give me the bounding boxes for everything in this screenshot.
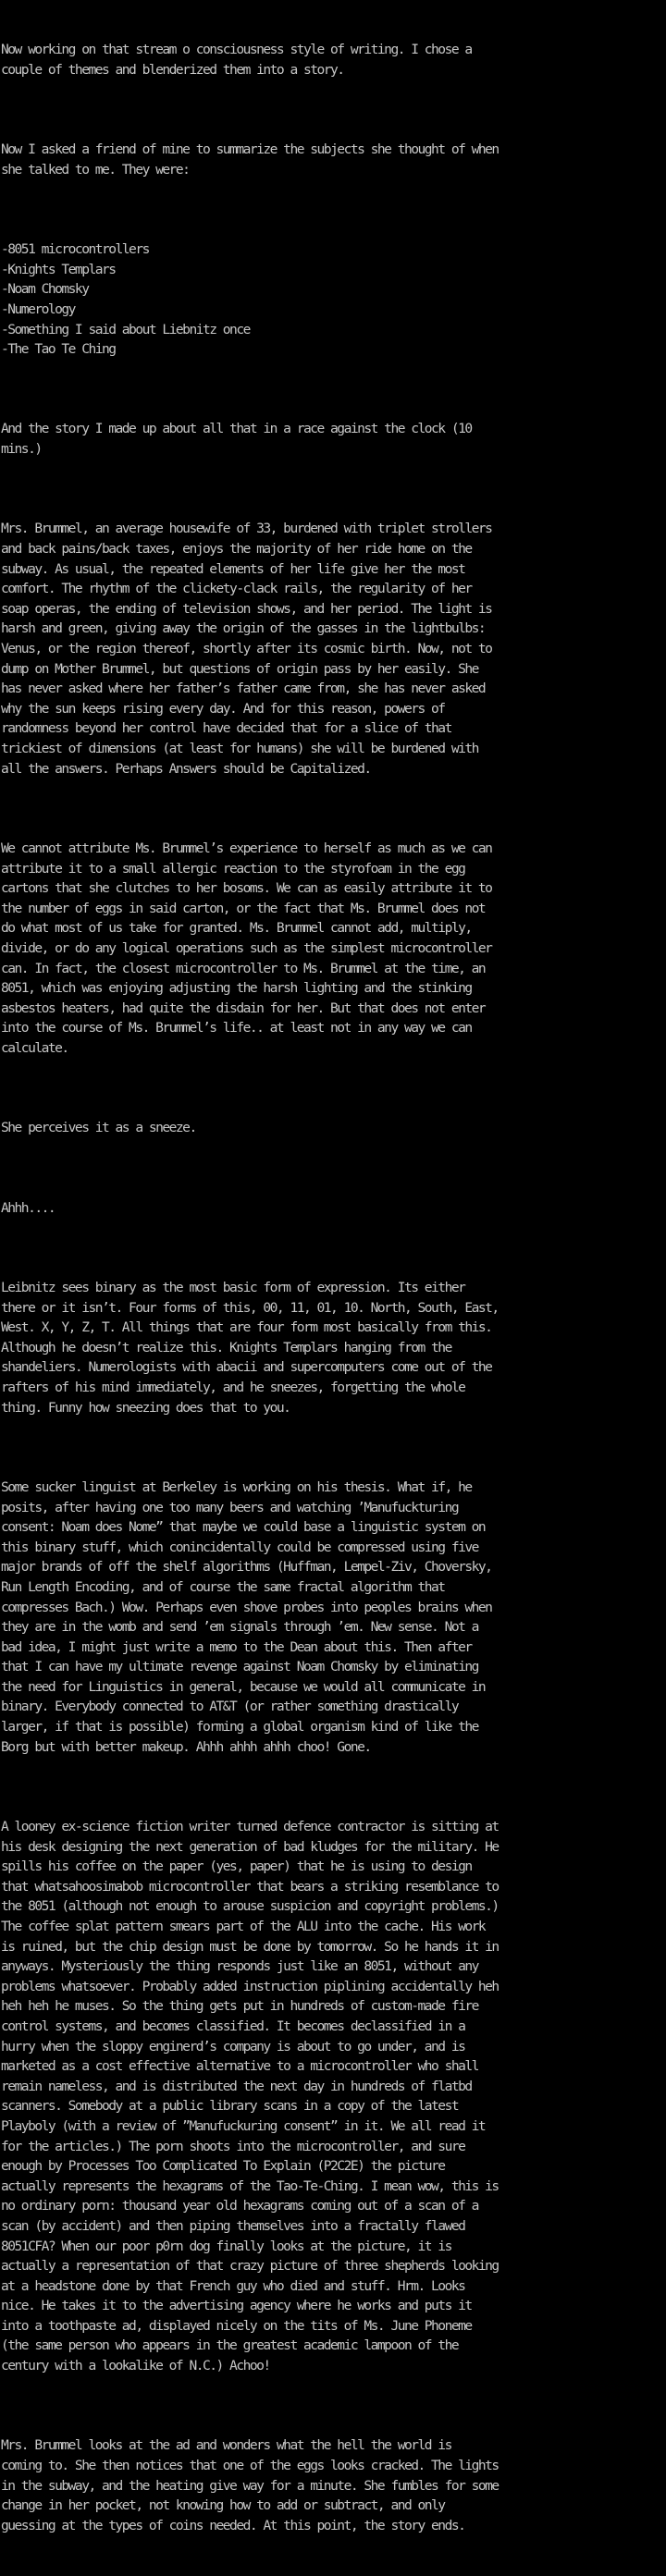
intro-paragraph: Now working on that stream o consciousness style of writing. I chose a couple of themes and blenderized them into a story. bbox=[1, 42, 472, 78]
story-intro-paragraph: And the story I made up about all that in a race against the clock (10 mins.) bbox=[1, 421, 472, 458]
story-line-sneeze: She perceives it as a sneeze. bbox=[1, 1120, 196, 1136]
story-paragraph-ending: Mrs. Brummel looks at the ad and wonders what the hell the world is coming to. She then notices that one of the eggs looks cracked. The lights in the subway, and the heating give way for a minute. She fumbles for some change in her pocket, not knowing how to add or subtract, and only guessing at the types of coins needed. At this point, the story ends. bbox=[1, 2437, 499, 2533]
subject-list: -8051 microcontrollers -Knights Templars -Noam Chomsky -Numerology -Something I said about Liebnitz once -The Tao Te Ching bbox=[1, 241, 250, 358]
story-line-ahhh: Ahhh.... bbox=[1, 1199, 56, 1216]
story-paragraph-leibnitz: Leibnitz sees binary as the most basic form of expression. Its either there or it isn’t. Four forms of this, 00, 11, 01, 10. North, South, East, West. X, Y, Z, T. All things that are four form most basically from this. Although he doesn’t realize this. Knights Templars hanging from the shandeliers. Numerologists with abacii and supercomputers come out of the rafters of his mind immediately, and he sneezes, forgetting the whole thing. Funny how sneezing does that to you. bbox=[1, 1280, 499, 1416]
story-paragraph-brummel: Mrs. Brummel, an average housewife of 33, burdened with triplet strollers and back pains/back taxes, enjoys the majority of her ride home on the subway. As usual, the repeated elements of her life give her the most comfort. The rhythm of the clickety-clack rails, the regularity of her soap operas, the ending of television shows, and her period. The light is harsh and green, giving away the origin of the gasses in the lightbulbs: Venus, or the region thereof, shortly after its cosmic birth. Now, not to dump on Mother Brummel, but questions of origin pass by her easily. She has never asked where her father’s father came from, she has never asked why the sun keeps rising every day. And for this reason, powers of randomness beyond her control have decided that for a slice of that trickiest of dimensions (at least for humans) she will be burdened with all the answers. Perhaps Answers should be Capitalized. bbox=[1, 521, 492, 777]
story-paragraph-attribution: We cannot attribute Ms. Brummel’s experience to herself as much as we can attribute it to a small allergic reaction to the styrofoam in the egg cartons that she clutches to her bosoms. We can as easily attribute it to the number of eggs in said carton, or the fact that Ms. Brummel does not do what most of us take for granted. Ms. Brummel cannot add, multiply, divide, or do any logical operations such as the simplest microcontroller can. In fact, the closest microcontroller to Ms. Brummel at the time, an 8051, which was enjoying adjusting the harsh lighting and the stinking asbestos heaters, had quite the disdain for her. But that does not enter into the course of Ms. Brummel’s life.. at least not in any way we can calculate. bbox=[1, 840, 492, 1056]
story-paragraph-linguist: Some sucker linguist at Berkeley is working on his thesis. What if, he posits, after having one too many beers and watching ’Manufuckturing consent: Noam does Nome” that maybe we could base a linguistic system on this binary stuff, which conincidentally could be compressed using five major brands of off the shelf algorithms (Huffman, Lempel-Ziv, Choversky, Run Length Encoding, and of course the same fractal algorithm that compresses Bach.) Wow. Perhaps even shove probes into peoples brains when they are in the womb and send ’em signals through ’em. New sense. Not a bad idea, I might just write a memo to the Dean about this. Then after that I can have my ultimate revenge against Noam Chomsky by eliminating the need for Linguistics in general, because we would all communicate in binary. Everybody connected to AT&T (or rather something drastically larger, if that is possible) forming a global organism kind of like the Borg but with better makeup. Ahhh ahhh ahhh choo! Gone. bbox=[1, 1478, 492, 1755]
story-paragraph-contractor: A looney ex-science fiction writer turned defence contractor is sitting at his desk designing the next generation of bad kludges for the military. He spills his coffee on the paper (yes, paper) that he is using to design that whatsahoosimabob microcontroller that bears a striking resemblance to the 8051 (although not enough to arouse suspicion and copyright problems.) The coffee splat pattern smears part of the ALU into the cache. His work is ruined, but the chip design must be done by tomorrow. So he hands it in anyways. Mysteriously the thing responds just like an 8051, without any problems whatsoever. Probably added instruction piplining accidentally heh heh heh he muses. So the thing gets put in hundreds of custom-made fire control systems, and becomes classified. It becomes declassified in a hurry when the sloppy enginerd’s company is about to go under, and is marketed as a cost effective alternative to a microcontroller who shall remain nameless, and is distributed the next day in hundreds of flatbd scanners. Somebody at a public library scans in a copy of the latest Playboly (with a review of ”Manufuckuring consent” in it. We all read it for the articles.) The porn shoots into the microcontroller, and sure enough by Processes Too Complicated To Explain (P2C2E) the picture actually represents the hexagrams of the Tao-Te-Ching. I mean wow, this is no ordinary porn: thousand year old hexagrams coming out of a scan of a scan (by accident) and then piping themselves into a fractally flawed 8051CFA? When our poor p0rn dog finally looks at the picture, it is actually a representation of that crazy picture of three shepherds looking at a headstone done by that French guy who died and stuff. Hrm. Looks nice. He takes it to the advertising agency where he works and puts it into a toothpaste ad, displayed nicely on the tits of Ms. June Phoneme (the same person who appears in the greatest academic lampoon of the century with a lookalike of N.C.) Achoo! bbox=[1, 1819, 499, 2374]
friend-summary-paragraph: Now I asked a friend of mine to summarize the subjects she thought of when she talked to me. They were: bbox=[1, 141, 499, 178]
